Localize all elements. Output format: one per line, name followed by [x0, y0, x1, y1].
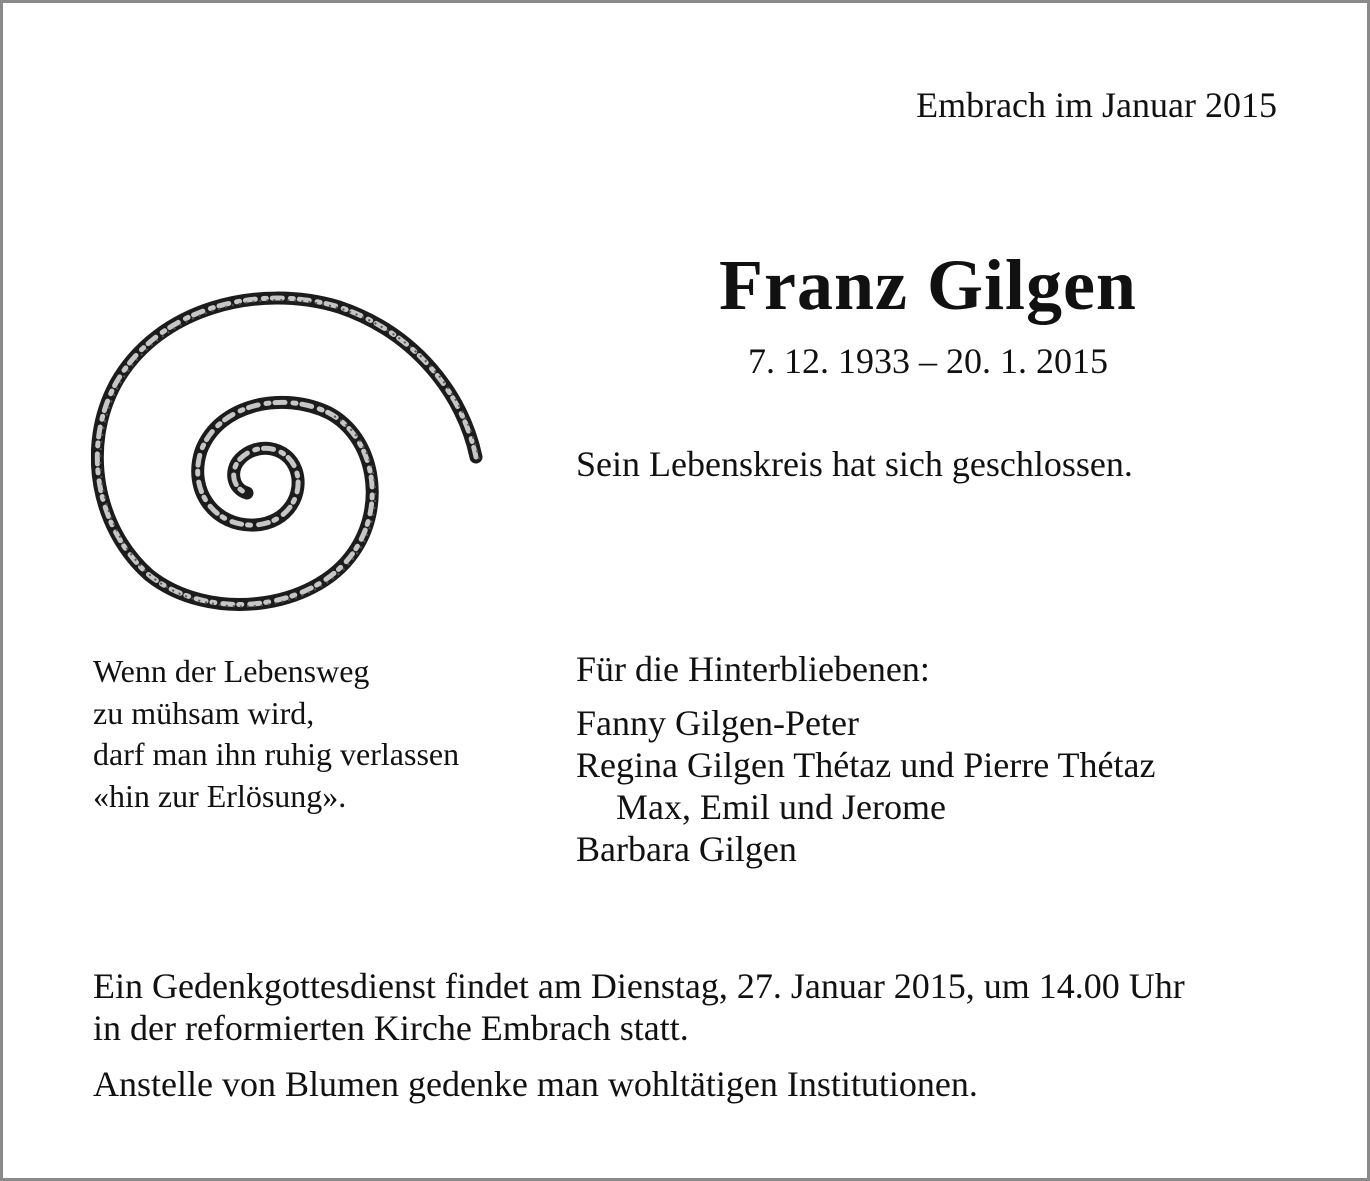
mourners-heading: Für die Hinterbliebenen: — [576, 649, 930, 689]
mourner-name: Fanny Gilgen-Peter — [576, 703, 859, 743]
poem-line: darf man ihn ruhig verlassen — [93, 736, 460, 772]
motto: Sein Lebenskreis hat sich geschlossen. — [576, 444, 1133, 484]
mourner-name: Barbara Gilgen — [576, 829, 797, 869]
mourners-section — [576, 648, 1155, 870]
poem — [93, 651, 459, 817]
life-dates: 7. 12. 1933 – 20. 1. 2015 — [748, 341, 1108, 381]
mourner-name: Regina Gilgen Thétaz und Pierre Thétaz — [576, 745, 1156, 785]
poem-line: «hin zur Erlösung». — [93, 777, 347, 814]
place-date: Embrach im Januar 2015 — [916, 85, 1277, 125]
service-line: in der reformierten Kirche Embrach statt. — [93, 1008, 689, 1048]
poem-line: Wenn der Lebensweg — [93, 653, 370, 689]
spiral-drawing-icon — [91, 285, 501, 620]
poem-line: zu mühsam wird, — [93, 694, 315, 731]
service-info — [93, 965, 1185, 1105]
mourner-name: Max, Emil und Jerome — [616, 787, 946, 827]
deceased-name: Franz Gilgen — [719, 245, 1137, 325]
donation-note: Anstelle von Blumen gedenke man wohltätigen Institutionen. — [93, 1064, 978, 1104]
service-line: Ein Gedenkgottesdienst findet am Dienstag, 27. Januar 2015, um 14.00 Uhr — [93, 966, 1185, 1006]
